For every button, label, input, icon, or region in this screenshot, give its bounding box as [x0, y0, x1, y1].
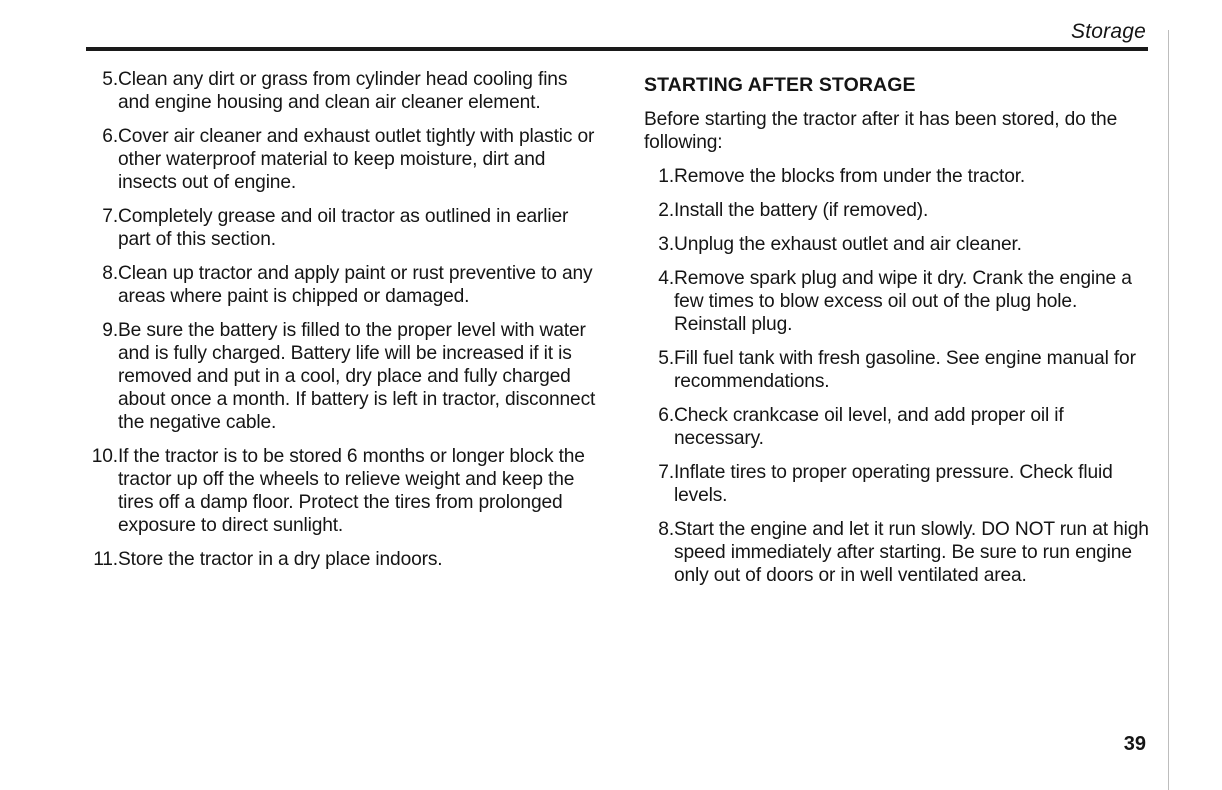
item-text: Completely grease and oil tractor as outlined in earlier part of this section.	[118, 206, 569, 250]
item-number: 6.	[658, 405, 674, 426]
list-item	[86, 445, 596, 537]
item-number: 5.	[102, 69, 118, 90]
item-text: Unplug the exhaust outlet and air cleaner.	[674, 234, 1022, 255]
page-number: 39	[1123, 733, 1146, 755]
item-number: 8.	[658, 519, 674, 540]
item-number: 8.	[102, 263, 118, 284]
item-number: 9.	[102, 320, 118, 341]
section-heading: STARTING AFTER STORAGE	[644, 74, 916, 96]
list-item	[644, 267, 1154, 336]
page-edge-line	[1168, 30, 1169, 790]
item-text: Be sure the battery is filled to the proper level with water and is fully charged. Battery life will be increased if it is removed and put in a cool, dry place and fully charged about once a month. If battery is left in tractor, disconnect the negative cable.	[118, 320, 596, 433]
item-text: Store the tractor in a dry place indoors.	[118, 549, 443, 570]
right-column	[644, 68, 1154, 598]
storage-steps-list	[86, 68, 596, 571]
list-item	[86, 68, 596, 114]
list-item	[644, 347, 1154, 393]
item-number: 3.	[658, 234, 674, 255]
list-item	[86, 319, 596, 434]
list-item	[644, 404, 1154, 450]
item-text: Clean any dirt or grass from cylinder head cooling fins and engine housing and clean air cleaner element.	[118, 69, 568, 113]
list-item	[86, 125, 596, 194]
item-text: Cover air cleaner and exhaust outlet tightly with plastic or other waterproof material to keep moisture, dirt and insects out of engine.	[118, 126, 595, 193]
section-intro: Before starting the tractor after it has been stored, do the following:	[644, 109, 1118, 153]
item-text: Clean up tractor and apply paint or rust preventive to any areas where paint is chipped or damaged.	[118, 263, 593, 307]
item-text: Inflate tires to proper operating pressure. Check fluid levels.	[674, 462, 1113, 506]
list-item	[86, 548, 596, 571]
item-text: Remove spark plug and wipe it dry. Crank the engine a few times to blow excess oil out of the plug hole. Reinstall plug.	[674, 268, 1132, 335]
starting-steps-list	[644, 165, 1154, 587]
item-number: 7.	[102, 206, 118, 227]
item-number: 1.	[658, 166, 674, 187]
item-number: 7.	[658, 462, 674, 483]
item-number: 5.	[658, 348, 674, 369]
item-number: 4.	[658, 268, 674, 289]
list-item	[644, 461, 1154, 507]
header-rule	[86, 47, 1148, 51]
left-column	[86, 68, 596, 582]
item-number: 2.	[658, 200, 674, 221]
page-header-title: Storage	[1071, 20, 1146, 43]
item-text: If the tractor is to be stored 6 months or longer block the tractor up off the wheels to relieve weight and keep the tires off a damp floor. Protect the tires from prolonged exposure to direct sunlight.	[118, 446, 585, 536]
list-item	[86, 262, 596, 308]
list-item	[644, 165, 1154, 188]
item-text: Start the engine and let it run slowly. DO NOT run at high speed immediately after starting. Be sure to run engine only out of doors or in well ventilated area.	[674, 519, 1149, 586]
list-item	[644, 233, 1154, 256]
item-number: 11.	[93, 549, 118, 570]
item-number: 10.	[91, 446, 118, 467]
list-item	[644, 518, 1154, 587]
item-text: Install the battery (if removed).	[674, 200, 929, 221]
item-number: 6.	[102, 126, 118, 147]
item-text: Check crankcase oil level, and add proper oil if necessary.	[674, 405, 1064, 449]
item-text: Fill fuel tank with fresh gasoline. See engine manual for recommendations.	[674, 348, 1136, 392]
list-item	[644, 199, 1154, 222]
list-item	[86, 205, 596, 251]
item-text: Remove the blocks from under the tractor.	[674, 166, 1026, 187]
